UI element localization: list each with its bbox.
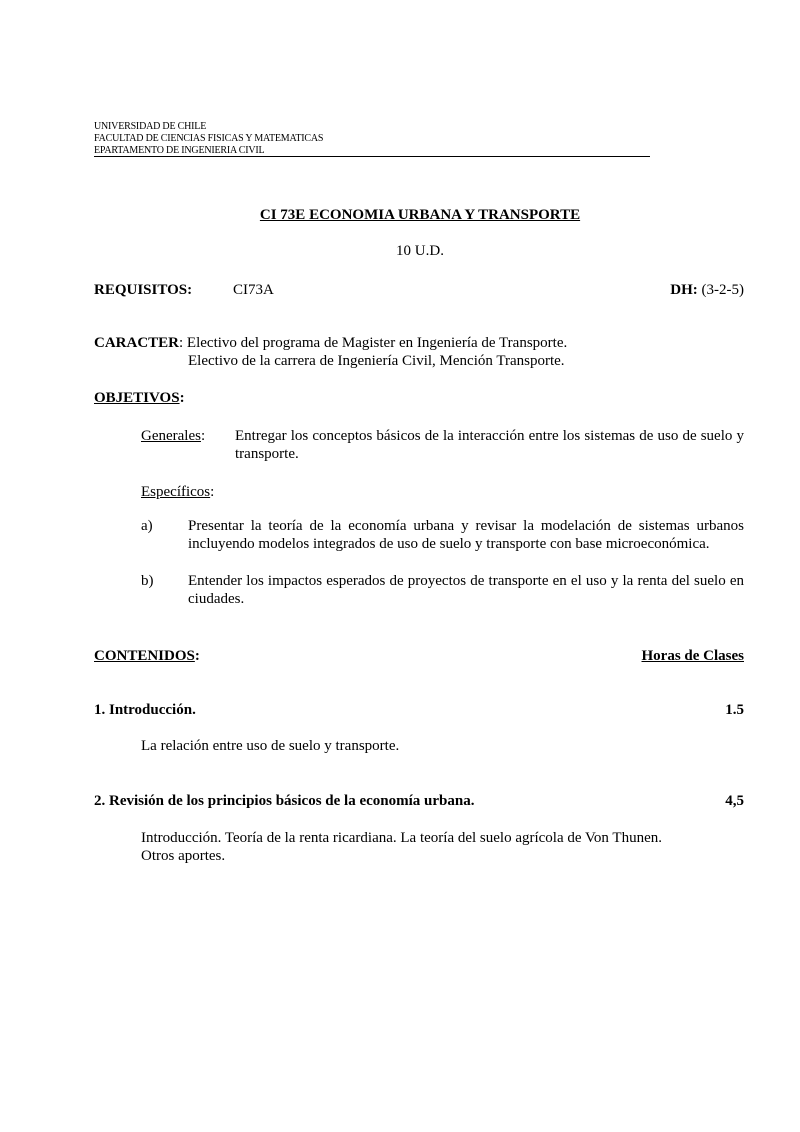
generales-label-text: Generales (141, 428, 201, 444)
caracter-text-1: : Electivo del programa de Magister en Ingeniería de Transporte. (179, 335, 568, 351)
especificos-label (141, 483, 214, 501)
objective-text-b: Entender los impactos esperados de proyectos de transporte en el uso y la renta del suelo en ciudades. (188, 573, 744, 607)
header-faculty: FACULTAD DE CIENCIAS FISICAS Y MATEMATICAS (94, 133, 324, 144)
section-1-text: La relación entre uso de suelo y transporte. (141, 738, 400, 754)
requisitos-value: CI73A (233, 282, 274, 298)
objetivos-colon: : (179, 390, 185, 406)
dh-label: DH: (670, 282, 698, 298)
dh-field (670, 281, 744, 299)
caracter-line1 (94, 334, 567, 352)
requisitos-label: REQUISITOS: (94, 282, 193, 298)
objective-text-a: Presentar la teoría de la economía urbana y revisar la modelación de sistemas urbanos incluyendo modelos integrados de uso de suelo y transporte con base microeconómica. (188, 518, 744, 552)
objetivos-heading (94, 389, 185, 407)
section-2-hours: 4,5 (725, 793, 744, 809)
section-1-title: 1. Introducción. (94, 702, 196, 718)
section-2-text-1: Introducción. Teoría de la renta ricardiana. La teoría del suelo agrícola de Von Thunen. (141, 830, 662, 846)
caracter-text-2: Electivo de la carrera de Ingeniería Civil, Mención Transporte. (188, 353, 565, 369)
contenidos-heading (94, 647, 200, 665)
hours-heading: Horas de Clases (641, 648, 744, 664)
objetivos-heading-text: OBJETIVOS (94, 390, 180, 406)
header-divider (94, 156, 650, 157)
section-1-hours: 1.5 (725, 702, 744, 718)
course-title: CI 73E ECONOMIA URBANA Y TRANSPORTE (259, 207, 581, 223)
course-units: 10 U.D. (396, 243, 444, 259)
especificos-colon: : (210, 484, 215, 500)
header-university: UNIVERSIDAD DE CHILE (94, 121, 207, 132)
section-2-text-2: Otros aportes. (141, 848, 226, 864)
especificos-label-text: Específicos (141, 484, 211, 500)
objective-marker-a: a) (141, 518, 153, 534)
objective-marker-b: b) (141, 573, 154, 589)
contenidos-heading-text: CONTENIDOS (94, 648, 195, 664)
caracter-label: CARACTER (94, 335, 180, 351)
generales-label (141, 427, 205, 445)
generales-text: Entregar los conceptos básicos de la interacción entre los sistemas de uso de suelo y transporte. (235, 428, 744, 462)
section-2-title: 2. Revisión de los principios básicos de la economía urbana. (94, 793, 475, 809)
generales-colon: : (200, 428, 206, 444)
dh-value: (3-2-5) (701, 282, 744, 298)
contenidos-colon: : (194, 648, 200, 664)
header-department: EPARTAMENTO DE INGENIERIA CIVIL (94, 145, 265, 156)
